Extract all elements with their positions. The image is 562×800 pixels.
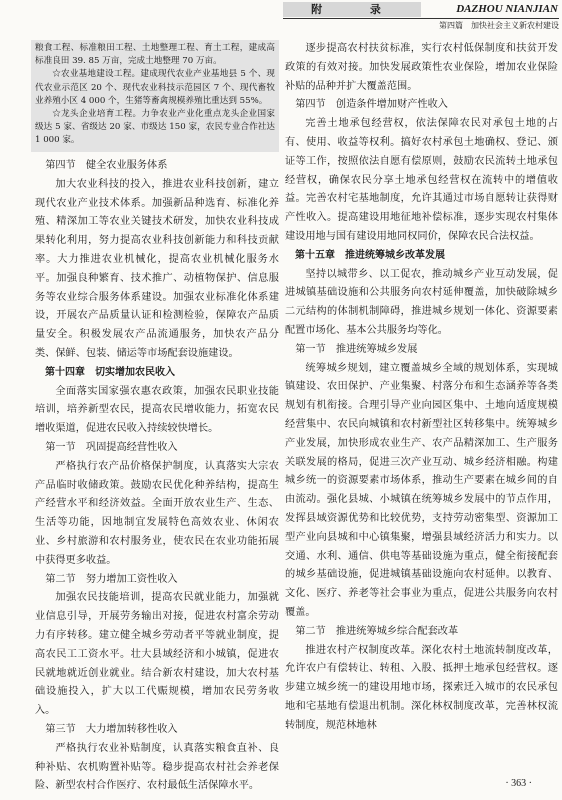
body-paragraph: 全面落实国家强农惠农政策，加强农民职业技能培训，培养新型农民，提高农民增收能力，拓宽农民增收渠道，促进农民收入持续较快增长。 xyxy=(35,385,279,435)
box-paragraph: ☆农业基地建设工程。建成现代农业产业基地县 5 个、现代农业示范区 20 个、现代农业科技示范园区 7 个、现代畜牧业养殖小区 4 000 个，生猪等畜禽规模养殖比重达到 55%。 xyxy=(35,69,275,106)
body-paragraph: 加强农民技能培训，提高农民就业能力，加强就业信息引导，开展劳务输出对接，促进农村富余劳动力有序转移。建立健全城乡劳动者平等就业制度，提高农民工工资水平。壮大县域经济和小城镇，促进农民就地就近创业就业。结合新农村建设，加大农村基础设施投入，扩大以工代赈规模，增加农民劳务收入。 xyxy=(35,592,279,717)
left-column xyxy=(35,157,279,796)
body-paragraph: 统筹城乡规划，建立覆盖城乡全域的规划体系，实现城镇建设、农田保护、产业集聚、村落分布和生态涵养等各类规划有机衔接。合理引导产业向园区集中、土地向适度规模经营集中、农民向城镇和农村新型社区转移集中。统筹城乡产业发展，加快形成农业生产、农产品精深加工、生产服务关联发展的格局，促进三次产业互动、城乡经济相融。构建城乡统一的资源要素市场体系，推动生产要素在城乡间的自由流动。强化县城、小城镇在统筹城乡发展中的节点作用，发挥县域资源优势和比较优势，支持劳动密集型、资源加工型产业向县城和中心镇集聚，增强县域经济活力和实力。以交通、水利、通信、供电等基础设施为重点，健全衔接配套的城乡基础设施，促进城镇基础设施向农村延伸。以教育、文化、医疗、养老等社会事业为重点，促进公共服务向农村覆盖。 xyxy=(285,362,558,618)
body-paragraph: 加大农业科技的投入，推进农业科技创新，建立现代农业产业技术体系。加强新品种选育、标准化养殖、精深加工等农业关键技术研发，加快农业科技成果转化利用，努力提高农业科技创新能力和科技贡献率。大力推进农业机械化，提高农业机械化服务水平。加强良种繁育、技术推广、动植物保护、信息服务等农业综合服务体系建设。加强农业标准化体系建设，开展农产品质量认证和检测检验，保障农产品质量安全。积极发展农产品流通服务，加快农产品分类、保鲜、包装、储运等市场配套设施建设。 xyxy=(35,178,279,359)
box-paragraph: ☆龙头企业培育工程。力争农业产业化重点龙头企业国家级达 5 家、省级达 20 家、市级达 150 家，农民专业合作社达 1 000 家。 xyxy=(35,109,275,146)
header-rule xyxy=(283,18,559,19)
body-paragraph: 坚持以城带乡、以工促农，推动城乡产业互动发展，促进城镇基础设施和公共服务向农村延伸覆盖，加快破除城乡二元结构的体制机制障碍，推进城乡规划一体化、资源要素配置市场化、基本公共服务均等化。 xyxy=(285,268,558,336)
part-subtitle: 第四篇 加快社会主义新农村建设 xyxy=(439,21,559,30)
section-heading: 第一节 巩固提高经营性收入 xyxy=(45,441,178,453)
chapter-heading: 第十四章 切实增加农民收入 xyxy=(45,366,175,378)
section-heading: 第二节 推进统筹城乡综合配套改革 xyxy=(295,625,459,637)
journal-title: DAZHOU NIANJIAN xyxy=(456,3,558,15)
section-tab: 附 录 xyxy=(283,2,421,17)
body-paragraph: 严格执行农产品价格保护制度，认真落实大宗农产品临时收储政策。鼓励农民优化种养结构，提高生产经营水平和经济效益。全面开放农业生产、生态、生活等功能，因地制宜发展特色高效农业、休闲农业、乡村旅游和农村服务业，使农民在农业功能拓展中获得更多收益。 xyxy=(35,460,279,566)
body-paragraph: 逐步提高农村扶贫标准，实行农村低保制度和扶贫开发政策的有效对接。加快发展政策性农业保险，增加农业保险补贴的品种并扩大覆盖范围。 xyxy=(285,43,558,92)
chapter-heading: 第十五章 推进统筹城乡改革发展 xyxy=(295,249,445,261)
section-heading: 第一节 推进统筹城乡发展 xyxy=(295,343,418,355)
box-paragraph: 粮食工程、标准粮田工程、土地整理工程、育土工程，建成高标准良田 39. 85 万亩，完成土地整理 70 万亩。 xyxy=(35,43,275,67)
body-paragraph: 完善土地承包经营权，依法保障农民对承包土地的占有、使用、收益等权利。搞好农村承包土地确权、登记、颁证等工作，按照依法自愿有偿原则，鼓励农民流转土地承包经营权，确保农民分享土地承包经营权在流转中的增值收益。完善农村宅基地制度，允许其通过市场自愿转让获得财产性收入。提高建设用地征地补偿标准，逐步实现农村集体建设用地与国有建设用地同权同价，保障农民合法权益。 xyxy=(285,118,558,242)
section-heading: 第二节 努力增加工资性收入 xyxy=(45,573,178,585)
body-paragraph: 严格执行农业补贴制度，认真落实粮食直补、良种补贴、农机购置补贴等。稳步提高农村社会养老保险、新型农村合作医疗、农村最低生活保障水平。 xyxy=(35,742,279,792)
section-heading: 第四节 创造条件增加财产性收入 xyxy=(295,99,448,111)
section-heading: 第三节 大力增加转移性收入 xyxy=(45,723,178,735)
section-heading: 第四节 健全农业服务体系 xyxy=(45,160,168,171)
body-paragraph: 推进农村产权制度改革。深化农村土地流转制度改革，允许农户有偿转让、转租、入股、抵押土地承包经营权。逐步建立城乡统一的建设用地市场，探索迁入城市的农民承包地和宅基地有偿退出机制。深化林权制度改革，完善林权流转制度，规范林地林 xyxy=(285,644,558,731)
right-column xyxy=(285,40,558,735)
page-number: · 363 · xyxy=(505,778,532,789)
highlight-box xyxy=(31,40,279,152)
